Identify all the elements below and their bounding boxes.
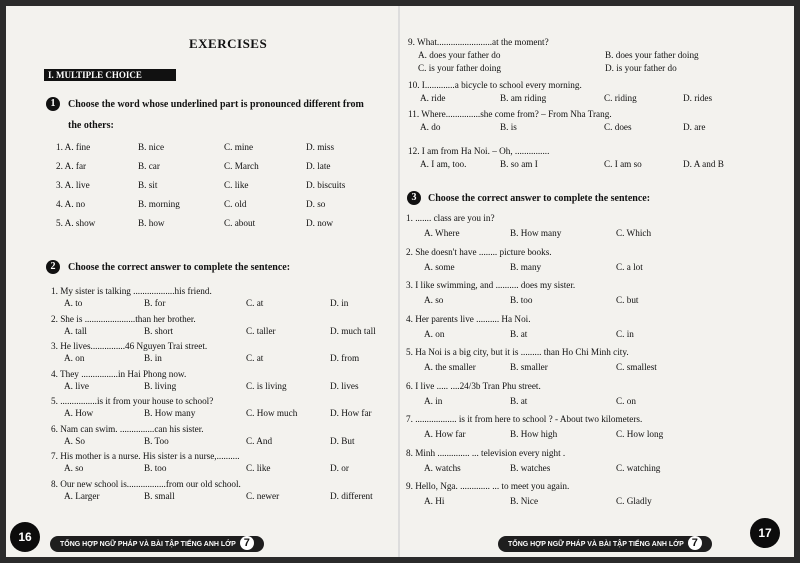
option: C. but [616,295,639,305]
option: A. on [64,353,85,363]
question: 7. .................. is it from here to school ? - About two kilometers. [406,414,643,424]
option: D. now [306,218,334,228]
option: B. living [144,380,177,391]
option: A. tall [64,325,87,336]
option: A. so [424,295,444,305]
question: 5. Ha Noi is a big city, but it is ......... than Ho Chi Minh city. [406,347,629,357]
option: C. smallest [616,362,657,372]
option: C. watching [616,462,661,473]
option: B. Nice [510,496,539,506]
question: 9. What........................at the moment? [408,37,549,47]
option: B. is [500,122,517,132]
footer-grade: 7 [240,536,254,550]
option: C. does [604,122,632,132]
option: 4. A. no [56,199,86,209]
option: C. And [246,435,273,446]
option: C. Which [616,228,652,238]
option: B. sit [138,180,158,190]
option: D. is your father do [605,63,677,73]
option: D. lives [330,380,359,391]
option: B. Too [144,435,169,446]
option: A. So [64,435,85,446]
page-number-right: 17 [750,518,780,548]
exercise-1-heading: Choose the word whose underlined part is pronounced different from [68,99,364,110]
option: B. for [144,298,166,308]
option: D. different [330,490,373,501]
option: C. about [224,218,256,228]
question: 12. I am from Ha Noi. – Oh, ............... [408,146,550,156]
option: B. at [510,395,528,406]
option: D. in [330,298,349,308]
question: 4. They ................in Hai Phong now. [51,368,187,379]
option: A. to [64,298,83,308]
footer-left [50,536,264,552]
page-number-left: 16 [10,522,40,552]
option: C. How long [616,429,664,439]
option: 2. A. far [56,161,87,171]
exercise-3-heading: Choose the correct answer to complete the sentence: [428,193,651,204]
question: 2. She doesn't have ........ picture books. [406,246,552,257]
option: 5. A. show [56,218,96,228]
option: B. too [510,295,533,305]
option: A. on [424,328,445,339]
exercise-1-heading-cont: the others: [68,120,114,131]
exercise-1-badge: 1 [46,97,60,111]
option: B. many [510,261,542,272]
option: C. old [224,199,247,209]
option: D. biscuits [306,180,346,190]
option: C. I am so [604,159,642,169]
option: C. on [616,395,636,406]
question: 9. Hello, Nga. ............. ... to meet you again. [406,481,570,491]
option: C. Gladly [616,496,652,506]
option: A. does your father do [418,50,501,60]
option: B. How high [510,429,558,439]
right-page [398,6,794,557]
question: 6. Nam can swim. ...............can his sister. [51,423,204,434]
question: 5. ................is it from your house to school? [51,396,214,406]
option: A. so [64,463,84,473]
option: 1. A. fine [56,142,91,152]
option: A. do [420,122,441,132]
option: D. or [330,463,349,473]
option: B. How many [144,408,196,418]
question: 11. Where...............she come from? – From Nha Trang. [408,109,612,119]
option: B. nice [138,142,165,152]
question: 3. He lives...............46 Nguyen Trai street. [51,341,208,351]
page-title: EXERCISES [189,36,268,51]
option: B. in [144,353,162,363]
question: 3. I like swimming, and .......... does my sister. [406,280,576,290]
option: A. Larger [64,490,100,501]
option: C. How much [246,408,298,418]
option: B. How many [510,228,562,238]
option: C. a lot [616,261,643,272]
footer-text: TỔNG HỢP NGỮ PHÁP VÀ BÀI TẬP TIẾNG ANH LỚP [508,541,684,548]
option: D. How far [330,408,372,418]
option: C. mine [224,142,254,152]
option: D. from [330,353,360,363]
option: A. some [424,261,455,272]
exercise-2-badge: 2 [46,260,60,274]
option: C. at [246,298,264,308]
option: B. am riding [500,93,547,103]
section-header: I. MULTIPLE CHOICE [44,69,176,81]
option: A. I am, too. [420,159,467,169]
question: 1. My sister is talking ..................his friend. [51,286,212,296]
exercise-3-badge: 3 [407,191,421,205]
left-page [6,6,398,557]
option: D. are [683,122,706,132]
option: D. A and B [683,159,724,169]
option: D. rides [683,93,713,103]
option: B. morning [138,199,180,209]
option: A. live [64,380,90,391]
option: C. like [246,463,271,473]
option: D. late [306,161,331,171]
footer-right [498,536,712,552]
option: C. in [616,328,634,339]
option: C. March [224,161,259,171]
option: A. ride [420,93,446,103]
option: D. much tall [330,325,376,336]
option: A. How far [424,429,466,439]
option: A. the smaller [424,362,476,372]
question: 6. I live ..... ....24/3b Tran Phu street. [406,380,541,391]
option: C. at [246,353,264,363]
question: 8. Our new school is.................from our old school. [51,478,241,489]
option: B. does your father doing [605,50,699,60]
question: 10. I.............a bicycle to school every morning. [408,80,582,90]
option: D. But [330,435,355,446]
question: 4. Her parents live .......... Ha Noi. [406,313,531,324]
question: 8. Minh .............. ... television every night . [406,447,566,458]
option: A. How [64,408,94,418]
footer-text: TỔNG HỢP NGỮ PHÁP VÀ BÀI TẬP TIẾNG ANH LỚP [60,541,236,548]
option: 3. A. live [56,180,90,190]
option: C. riding [604,93,637,103]
option: B. watches [510,462,551,473]
option: C. is your father doing [418,63,501,73]
book-spread [6,6,794,557]
option: A. in [424,395,443,406]
question: 7. His mother is a nurse. His sister is a nurse,.......... [51,451,240,461]
option: B. how [138,218,165,228]
option: D. so [306,199,326,209]
option: B. small [144,490,175,501]
option: B. smaller [510,362,548,372]
exercise-2-heading: Choose the correct answer to complete the sentence: [68,262,291,273]
option: B. short [144,325,174,336]
question: 1. ....... class are you in? [406,213,495,223]
option: A. watchs [424,462,461,473]
option: A. Hi [424,496,445,506]
option: A. Where [424,228,460,238]
question: 2. She is ......................than her brother. [51,313,196,324]
option: C. like [224,180,249,190]
option: B. car [138,161,160,171]
option: C. is living [246,380,287,391]
option: D. miss [306,142,335,152]
footer-grade: 7 [688,536,702,550]
option: C. taller [246,325,276,336]
option: B. so am I [500,159,538,169]
option: C. newer [246,490,280,501]
option: B. at [510,328,528,339]
option: B. too [144,463,167,473]
